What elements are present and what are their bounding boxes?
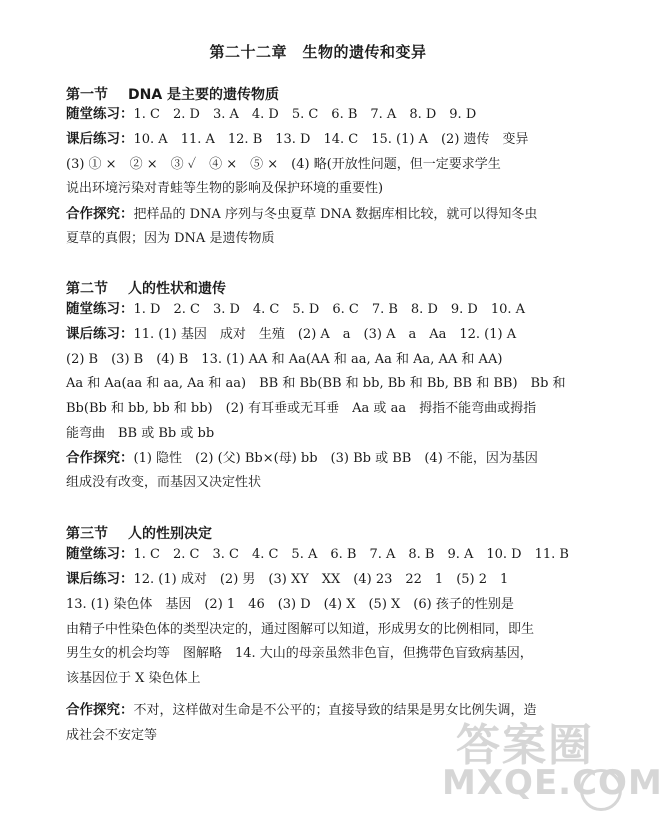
section-name: 人的性别决定 (128, 526, 212, 542)
line-text: 能弯曲 BB 或 Bb 或 bb (66, 426, 215, 441)
line-label: 课后练习： (66, 326, 134, 342)
line-text: 成社会不安定等 (66, 728, 158, 743)
line-label: 随堂练习： (66, 106, 134, 122)
line-text: 1. D 2. C 3. D 4. C 5. D 6. C 7. B 8. D 9. D 10. A (133, 302, 526, 317)
section-number: 第三节 (66, 526, 108, 542)
watermark-badge-icon (580, 769, 622, 811)
line-text: (1) 隐性 (2) (父) Bb×(母) bb (3) Bb 或 BB (4) 不能，因为基因 (133, 451, 538, 466)
answer-line (66, 643, 586, 664)
line-label: 随堂练习： (66, 546, 134, 562)
watermark (442, 709, 663, 809)
line-label: 合作探究： (66, 450, 134, 466)
line-text: 组成没有改变，而基因又决定性状 (66, 475, 262, 490)
line-text: 夏草的真假；因为 DNA 是遗传物质 (66, 231, 275, 246)
line-text: 13. (1) 染色体 基因 (2) 1 46 (3) D (4) X (5) X (6) 孩子的性别是 (66, 597, 514, 612)
line-text: 男生女的机会均等 图解略 14. 大山的母亲虽然非色盲，但携带色盲致病基因， (66, 646, 533, 661)
answer-line (66, 398, 586, 419)
answer-line (66, 594, 586, 615)
section-name: DNA 是主要的遗传物质 (128, 87, 280, 103)
section-3-heading (66, 523, 212, 543)
line-text: 1. C 2. C 3. C 4. C 5. A 6. B 7. A 8. B 9. A 10. D 11. B (133, 547, 569, 562)
answer-line (66, 129, 586, 150)
watermark-top-text: 答案圈 (456, 720, 594, 771)
answer-line (66, 619, 586, 640)
answer-line (66, 569, 586, 590)
section-1-heading (66, 84, 279, 104)
chapter-title: 第二十二章 生物的遗传和变异 (209, 43, 427, 61)
section-2-heading (66, 278, 226, 298)
answer-line (66, 204, 586, 225)
answer-line (66, 299, 586, 320)
answer-line (66, 104, 586, 125)
line-text: (3) ① × ② × ③ ✓ ④ × ⑤ × (4) 略(开放性问题，但一定要求学生 (66, 157, 501, 172)
line-text: Bb(Bb 和 bb, bb 和 bb) (2) 有耳垂或无耳垂 Aa 或 aa 拇指不能弯曲或拇指 (66, 401, 537, 416)
line-label: 合作探究： (66, 702, 134, 718)
line-label: 随堂练习： (66, 301, 134, 317)
answer-line (66, 472, 586, 493)
line-text: 说出环境污染对青蛙等生物的影响及保护环境的重要性) (66, 181, 384, 196)
answer-line (66, 228, 586, 249)
line-text: 11. (1) 基因 成对 生殖 (2) A a (3) A a Aa 12. (1) A (133, 327, 517, 342)
answer-line (66, 324, 586, 345)
answer-line (66, 668, 586, 689)
line-text: 10. A 11. A 12. B 13. D 14. C 15. (1) A (2) 遗传 变异 (133, 132, 529, 147)
section-number: 第一节 (66, 87, 108, 103)
line-label: 课后练习： (66, 571, 134, 587)
line-text: 由精子中性染色体的类型决定的，通过图解可以知道，形成男女的比例相同，即生 (66, 622, 535, 637)
line-text: 把样品的 DNA 序列与冬虫夏草 DNA 数据库相比较，就可以得知冬虫 (133, 207, 538, 222)
section-name: 人的性状和遗传 (128, 281, 226, 297)
section-number: 第二节 (66, 281, 108, 297)
line-label: 合作探究： (66, 206, 134, 222)
line-text: 该基因位于 X 染色体上 (66, 671, 201, 686)
answer-line (66, 544, 586, 565)
line-text: Aa 和 Aa(aa 和 aa, Aa 和 aa) BB 和 Bb(BB 和 bb, Bb 和 Bb, BB 和 BB) Bb 和 (66, 376, 566, 391)
answer-line (66, 154, 586, 175)
answer-line (66, 423, 586, 444)
line-text: 12. (1) 成对 (2) 男 (3) XY XX (4) 23 22 1 (5) 2 1 (133, 572, 509, 587)
line-text: (2) B (3) B (4) B 13. (1) AA 和 Aa(AA 和 aa, Aa 和 Aa, AA 和 AA) (66, 352, 503, 367)
watermark-site-text: MXQE.COM (442, 763, 663, 803)
answer-line (66, 448, 586, 469)
line-label: 课后练习： (66, 131, 134, 147)
answer-line (66, 373, 586, 394)
line-text: 1. C 2. D 3. A 4. D 5. C 6. B 7. A 8. D 9. D (133, 107, 477, 122)
answer-line (66, 349, 586, 370)
line-text: 不对，这样做对生命是不公平的；直接导致的结果是男女比例失调，造 (133, 703, 537, 718)
answer-line (66, 178, 586, 199)
